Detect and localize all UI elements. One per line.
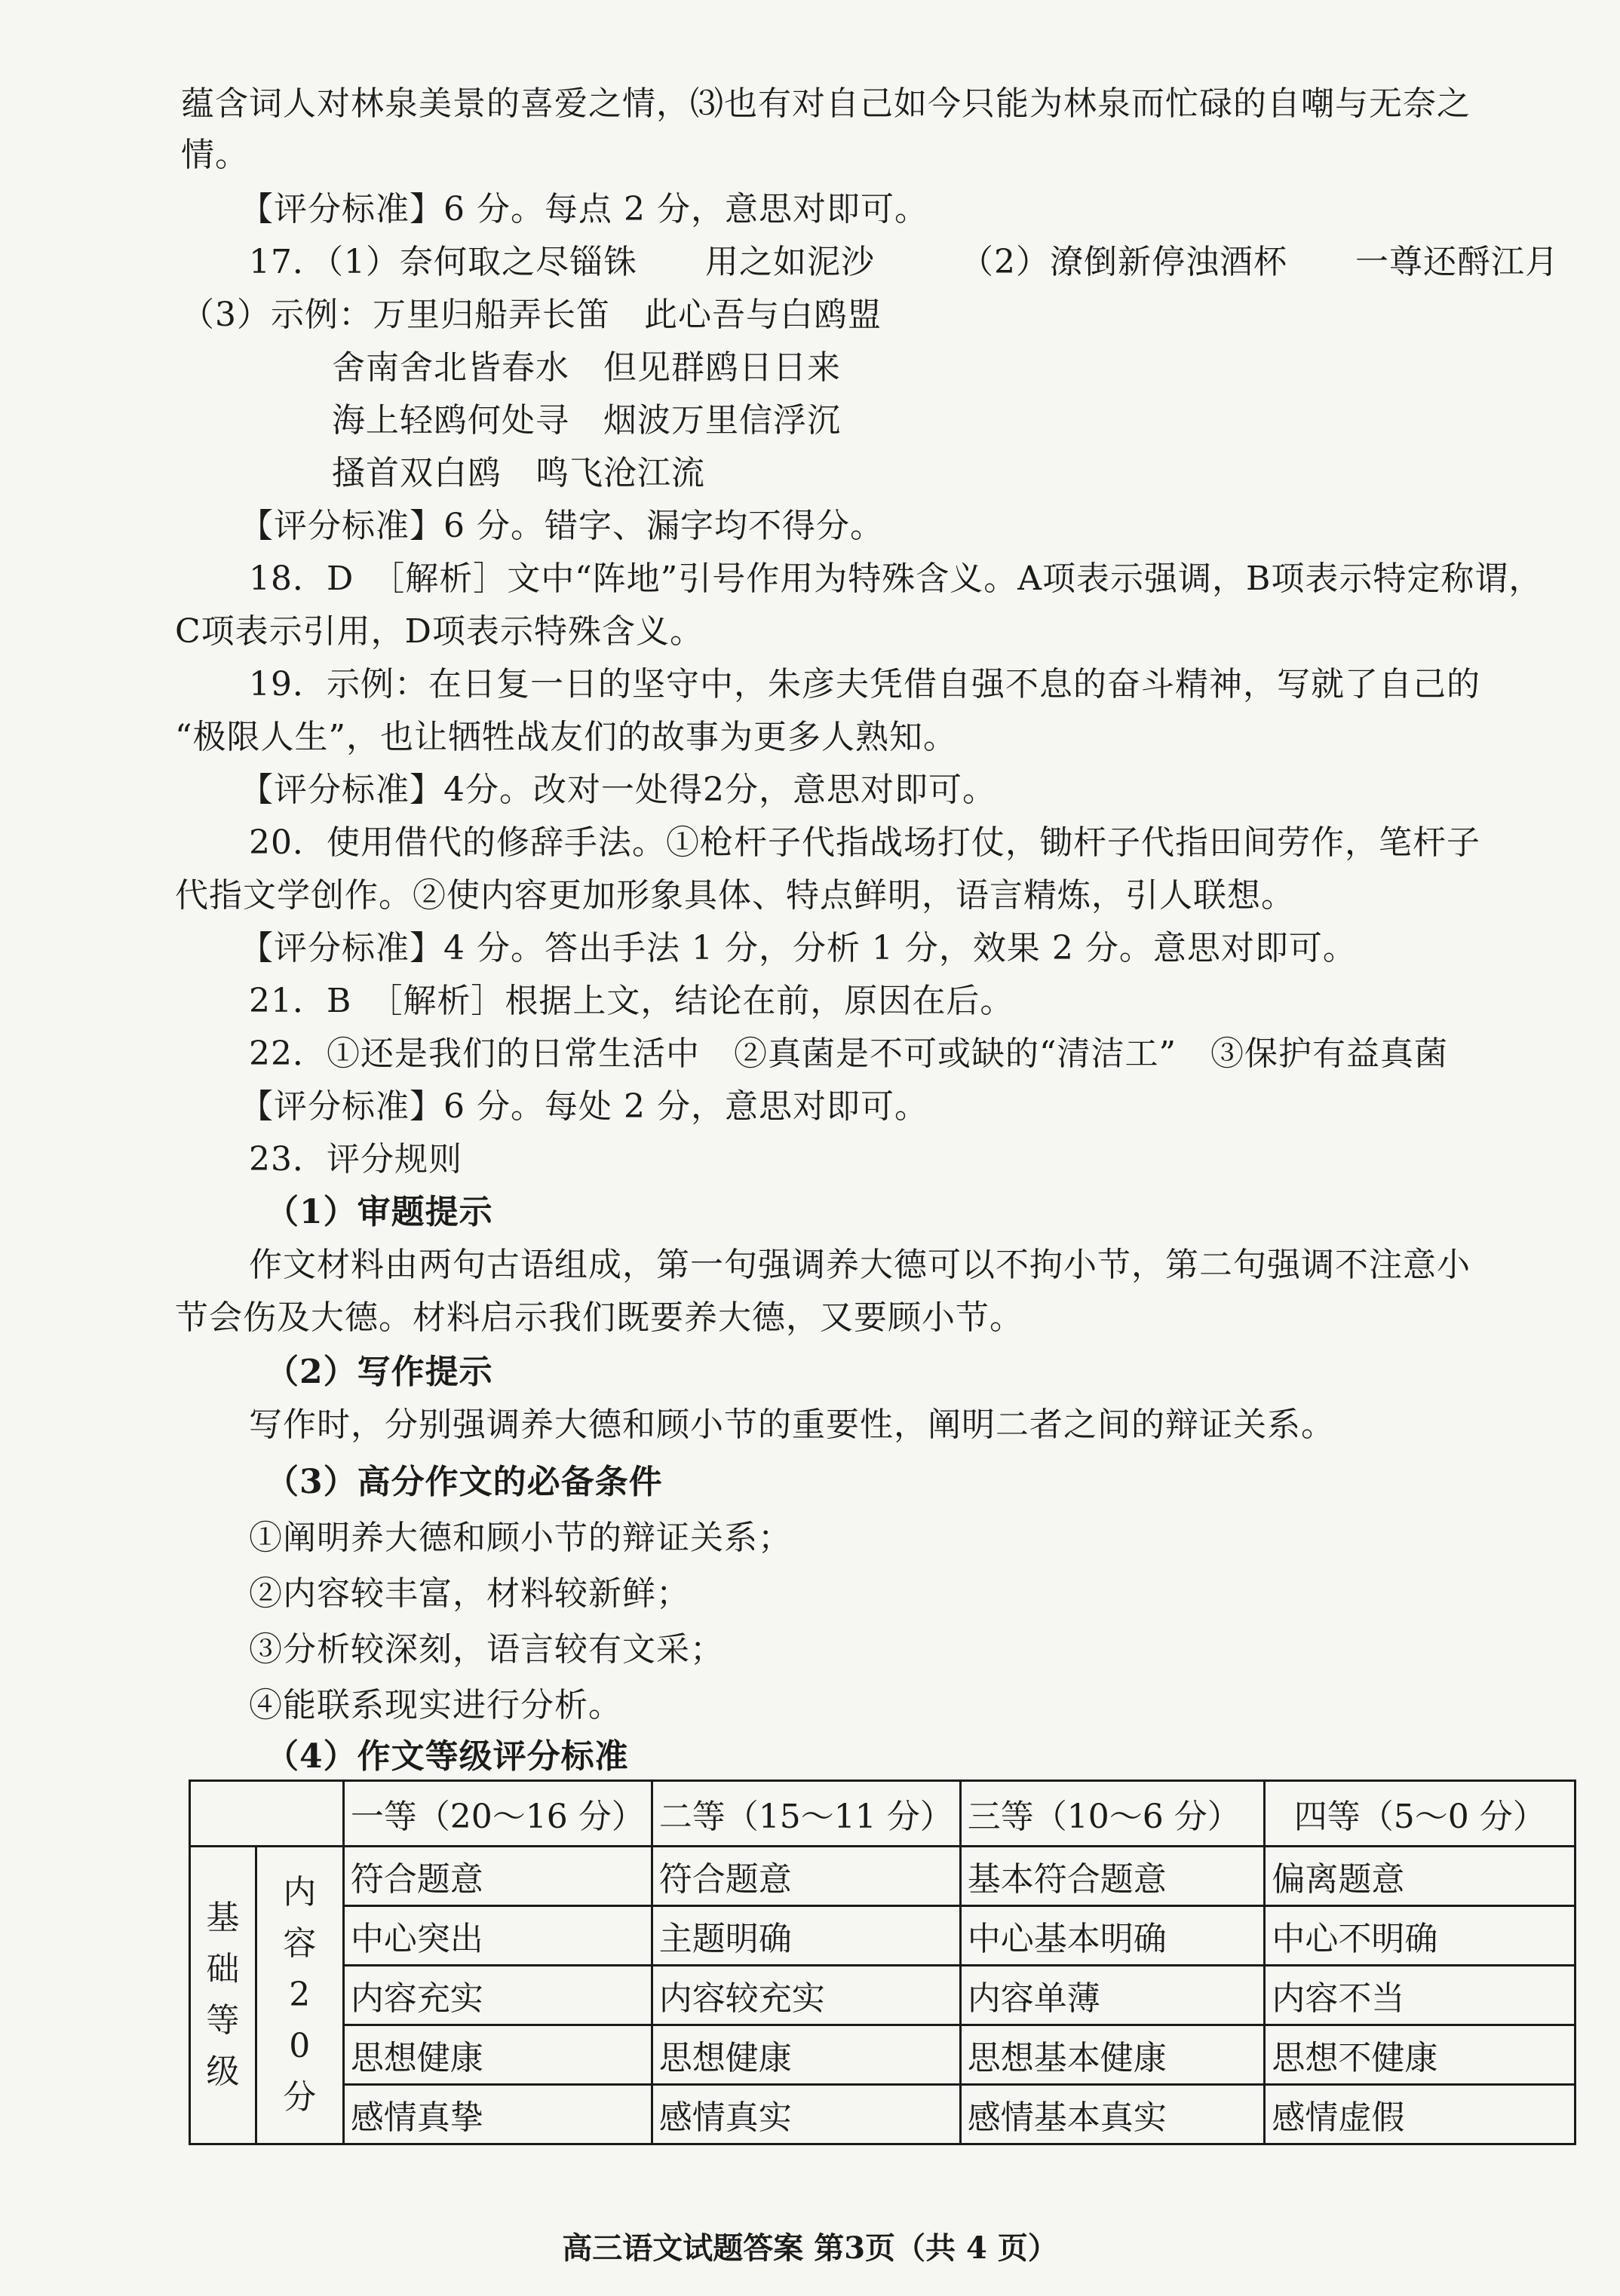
table-cell: 内容不当 xyxy=(1265,1966,1576,2025)
list-item: ③分析较深刻，语言较有文采； xyxy=(249,1630,724,1669)
scoring-standard: 【评分标准】6 分。每处 2 分，意思对即可。 xyxy=(240,1087,928,1126)
scoring-standard: 【评分标准】6 分。每点 2 分，意思对即可。 xyxy=(240,190,928,228)
answer-23: 23．评分规则 xyxy=(249,1140,462,1179)
table-cell: 思想健康 xyxy=(343,2025,652,2085)
table-cell: 思想不健康 xyxy=(1265,2025,1576,2085)
table-cell: 思想基本健康 xyxy=(960,2025,1265,2085)
section-heading: （4）作文等级评分标准 xyxy=(265,1737,629,1776)
table-cell: 感情真实 xyxy=(652,2085,960,2144)
table-row xyxy=(190,2085,1576,2144)
table-cell: 基本符合题意 xyxy=(960,1847,1265,1906)
text-line: 海上轻鸥何处寻 烟波万里信浮沉 xyxy=(332,401,841,440)
list-item: ②内容较丰富，材料较新鲜； xyxy=(249,1574,690,1613)
section-heading: （3）高分作文的必备条件 xyxy=(265,1463,663,1501)
table-header-row xyxy=(190,1781,1576,1847)
text-line: 作文材料由两句古语组成，第一句强调养大德可以不拘小节，第二句强调不注意小 xyxy=(249,1246,1471,1284)
text-line: （3）示例：万里归船弄长笛 此心吾与白鸥盟 xyxy=(181,296,882,334)
table-cell: 中心基本明确 xyxy=(960,1906,1265,1966)
table-cell: 内容充实 xyxy=(343,1966,652,2025)
text-line: 情。 xyxy=(181,136,249,174)
answer-21: 21．B ［解析］根据上文，结论在前，原因在后。 xyxy=(249,982,1014,1020)
table-row xyxy=(190,2025,1576,2085)
table-row xyxy=(190,1847,1576,1906)
text-line: 代指文学创作。②使内容更加形象具体、特点鲜明，语言精炼，引人联想。 xyxy=(175,876,1295,915)
grading-table xyxy=(189,1779,1576,2145)
row-label-basic-level: 基础等级 xyxy=(190,1847,256,2144)
table-cell: 偏离题意 xyxy=(1265,1847,1576,1906)
header-third-class: 三等（10～6 分） xyxy=(960,1781,1265,1847)
table-cell: 内容较充实 xyxy=(652,1966,960,2025)
table-row xyxy=(190,1906,1576,1966)
scoring-standard: 【评分标准】4 分。答出手法 1 分，分析 1 分，效果 2 分。意思对即可。 xyxy=(240,929,1357,967)
table-cell: 感情虚假 xyxy=(1265,2085,1576,2144)
table-cell: 中心突出 xyxy=(343,1906,652,1966)
text-line: “极限人生”，也让牺牲战友们的故事为更多人熟知。 xyxy=(175,718,957,756)
row-label-content-score: 内容20分 xyxy=(256,1847,343,2144)
answer-20: 20．使用借代的修辞手法。①枪杆子代指战场打仗，锄杆子代指田间劳作，笔杆子 xyxy=(249,823,1480,862)
table-cell: 内容单薄 xyxy=(960,1966,1265,2025)
header-first-class: 一等（20～16 分） xyxy=(343,1781,652,1847)
text-line: 节会伤及大德。材料启示我们既要养大德，又要顾小节。 xyxy=(175,1298,1023,1337)
table-cell: 符合题意 xyxy=(652,1847,960,1906)
header-fourth-class: 四等（5～0 分） xyxy=(1265,1781,1576,1847)
table-cell: 符合题意 xyxy=(343,1847,652,1906)
text-line: 舍南舍北皆春水 但见群鸥日日来 xyxy=(332,348,841,387)
section-heading: （2）写作提示 xyxy=(265,1353,493,1391)
list-item: ①阐明养大德和顾小节的辩证关系； xyxy=(249,1519,792,1557)
table-cell: 感情基本真实 xyxy=(960,2085,1265,2144)
scoring-standard: 【评分标准】4分。改对一处得2分，意思对即可。 xyxy=(240,771,996,809)
answer-19: 19．示例：在日复一日的坚守中，朱彦夫凭借自强不息的奋斗精神，写就了自己的 xyxy=(249,665,1480,704)
page-footer: 高三语文试题答案 第3页（共 4 页） xyxy=(562,2230,1058,2266)
section-heading: （1）审题提示 xyxy=(265,1193,493,1231)
table-cell: 主题明确 xyxy=(652,1906,960,1966)
table-corner-cell xyxy=(190,1781,344,1847)
table-cell: 思想健康 xyxy=(652,2025,960,2085)
text-line: 蕴含词人对林泉美景的喜爱之情，⑶也有对自己如今只能为林泉而忙碌的自嘲与无奈之 xyxy=(181,84,1471,123)
text-line: 写作时，分别强调养大德和顾小节的重要性，阐明二者之间的辩证关系。 xyxy=(249,1405,1335,1444)
text-line: C项表示引用，D项表示特殊含义。 xyxy=(175,612,704,651)
answer-18: 18．D ［解析］文中“阵地”引号作用为特殊含义。A项表示强调，B项表示特定称谓， xyxy=(249,559,1543,598)
answer-22: 22．①还是我们的日常生活中 ②真菌是不可或缺的“清洁工” ③保护有益真菌 xyxy=(249,1035,1448,1073)
table-cell: 中心不明确 xyxy=(1265,1906,1576,1966)
answer-17: 17．（1）奈何取之尽锱铢 用之如泥沙 （2）潦倒新停浊酒杯 一尊还酹江月 xyxy=(249,243,1559,281)
table-cell: 感情真挚 xyxy=(343,2085,652,2144)
table-row xyxy=(190,1966,1576,2025)
list-item: ④能联系现实进行分析。 xyxy=(249,1686,622,1724)
text-line: 搔首双白鸥 鸣飞沧江流 xyxy=(332,454,705,492)
scoring-standard: 【评分标准】6 分。错字、漏字均不得分。 xyxy=(240,507,884,545)
header-second-class: 二等（15～11 分） xyxy=(652,1781,960,1847)
